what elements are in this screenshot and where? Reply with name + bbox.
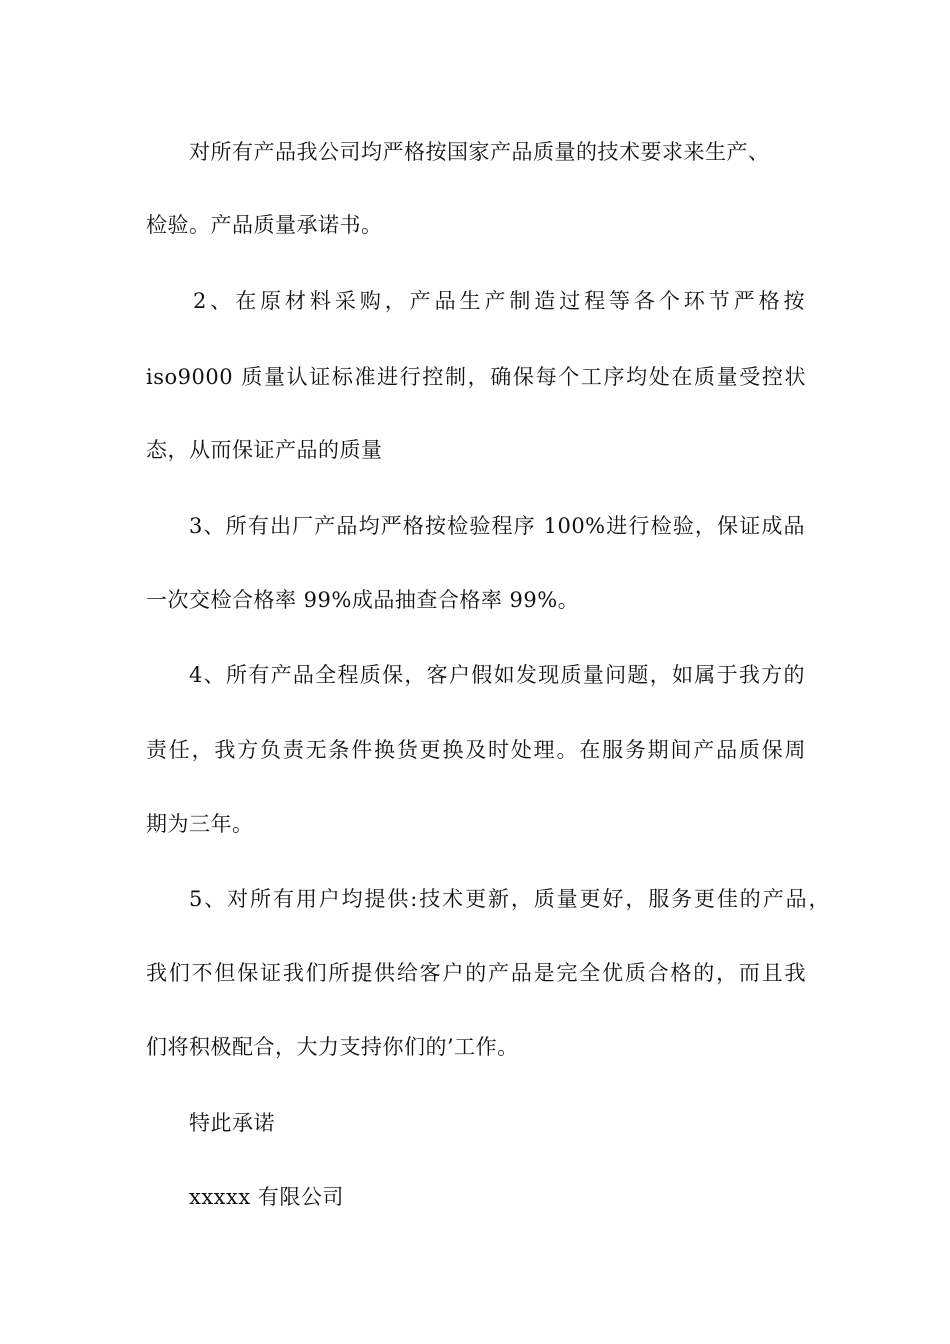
paragraph-5-line-3: 们将积极配合，大力支持你们的’工作。: [146, 1035, 519, 1059]
company-signature: xxxxx 有限公司: [189, 1185, 344, 1209]
paragraph-2-line-3: 态，从而保证产品的质量: [146, 438, 383, 462]
paragraph-4-line-1: 4、所有产品全程质保，客户假如发现质量问题，如属于我方的: [189, 663, 805, 687]
paragraph-4-line-2: 责任，我方负责无条件换货更换及时处理。在服务期间产品质保周: [146, 738, 806, 762]
paragraph-4-line-3: 期为三年。: [146, 812, 254, 836]
paragraph-2-line-2: iso9000 质量认证标准进行控制，确保每个工序均处在质量受控状: [146, 365, 806, 389]
paragraph-1-line-2: 检验。产品质量承诺书。: [146, 213, 383, 237]
paragraph-2-line-1: 2、在原材料采购，产品生产制造过程等各个环节严格按: [193, 289, 805, 313]
paragraph-5-line-1: 5、对所有用户均提供:技术更新，质量更好，服务更佳的产品，: [189, 887, 830, 911]
paragraph-3-line-1: 3、所有出厂产品均严格按检验程序 100%进行检验，保证成品: [189, 514, 805, 538]
paragraph-5-line-2: 我们不但保证我们所提供给客户的产品是完全优质合格的，而且我: [146, 961, 806, 985]
paragraph-3-line-2: 一次交检合格率 99%成品抽查合格率 99%。: [146, 588, 580, 612]
closing-statement: 特此承诺: [189, 1111, 275, 1135]
paragraph-1-line-1: 对所有产品我公司均严格按国家产品质量的技术要求来生产、: [189, 140, 770, 164]
